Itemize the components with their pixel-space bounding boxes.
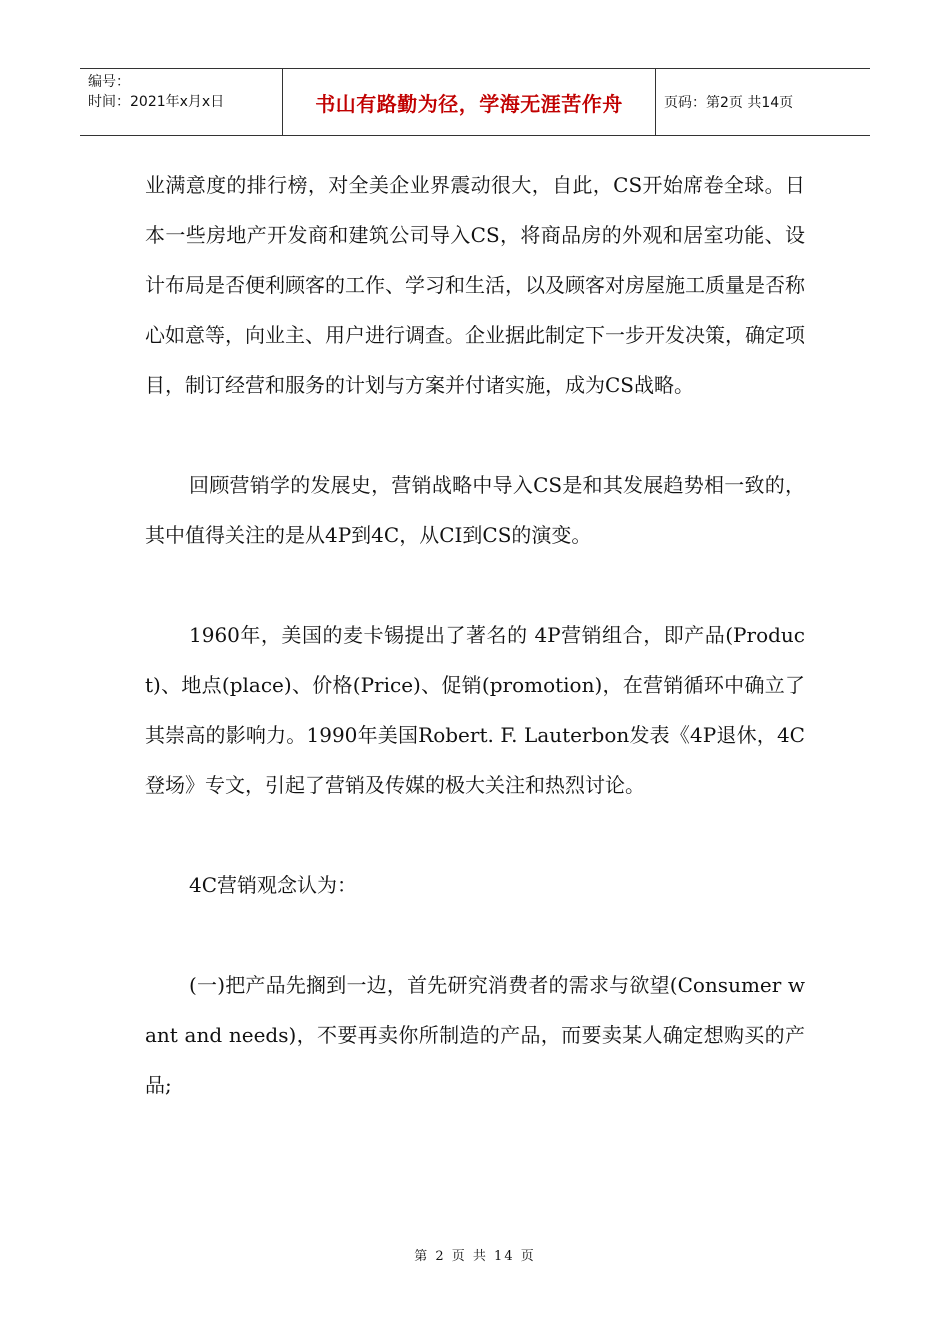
paragraph-2: 回顾营销学的发展史，营销战略中导入CS是和其发展趋势相一致的，其中值得关注的是从4P到4C，从CI到CS的演变。 bbox=[145, 473, 805, 547]
serial-label: 编号： bbox=[88, 74, 130, 90]
date-label: 时间：2021年x月x日 bbox=[88, 94, 225, 110]
page-header bbox=[80, 68, 870, 136]
paragraph-4: 4C营销观念认为： bbox=[189, 873, 358, 897]
paragraph-1: 业满意度的排行榜，对全美企业界震动很大，自此，CS开始席卷全球。日本一些房地产开发商和建筑公司导入CS，将商品房的外观和居室功能、设计布局是否便利顾客的工作、学习和生活，以及顾客对房屋施工质量是否称心如意等，向业主、用户进行调查。企业据此制定下一步开发决策，确定项目，制订经营和服务的计划与方案并付诸实施，成为CS战略。 bbox=[145, 173, 805, 397]
page-footer: 第 2 页 共 14 页 bbox=[414, 1249, 536, 1264]
document-body bbox=[145, 160, 805, 1110]
header-motto: 书山有路勤为径，学海无涯苦作舟 bbox=[283, 69, 656, 135]
header-meta bbox=[80, 69, 283, 135]
header-page-info: 页码：第2页 共14页 bbox=[664, 95, 794, 111]
paragraph-5: (一)把产品先搁到一边，首先研究消费者的需求与欲望(Consumer want and needs)，不要再卖你所制造的产品，而要卖某人确定想购买的产品; bbox=[145, 973, 805, 1097]
paragraph-3: 1960年，美国的麦卡锡提出了著名的 4P营销组合，即产品(Product)、地点(place)、价格(Price)、促销(promotion)，在营销循环中确立了其崇高的影响力。1990年美国Robert. F. Lauterbon发表《4P退休，4C登场》专文，引起了营销及传媒的极大关注和热烈讨论。 bbox=[145, 623, 805, 797]
